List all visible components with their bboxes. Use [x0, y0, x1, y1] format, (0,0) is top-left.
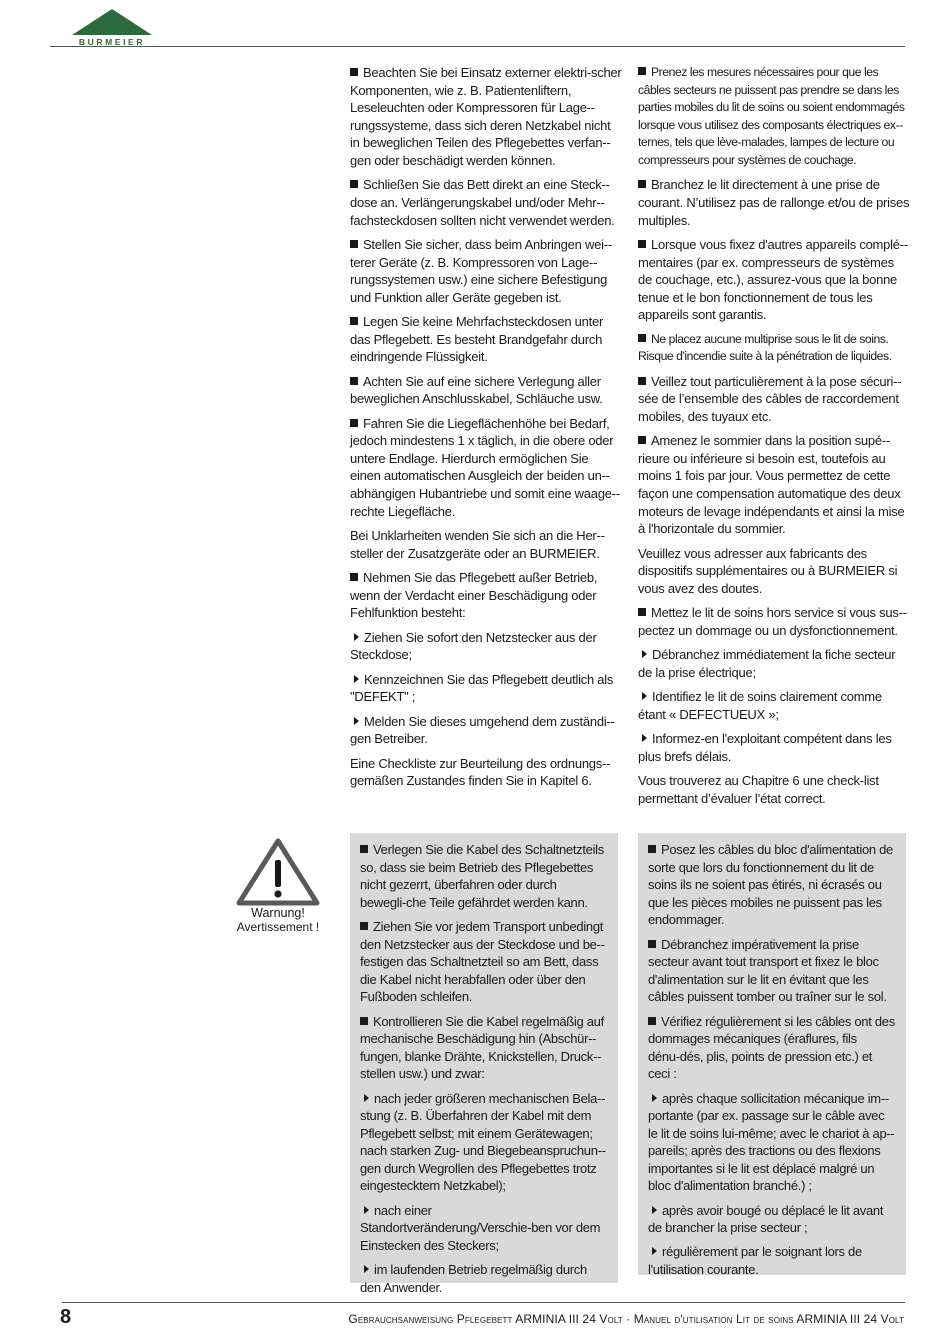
paragraph	[350, 527, 622, 562]
square-bullet-icon	[638, 240, 646, 248]
bullet-paragraph	[638, 64, 910, 170]
bullet-paragraph	[360, 841, 608, 911]
arrow-bullet-icon	[652, 1247, 657, 1255]
arrow-bullet-icon	[642, 650, 647, 658]
bullet-paragraph	[638, 236, 910, 324]
paragraph-text: Kontrollieren Sie die Kabel regelmäßig auf mechanische Beschädigung hin (Abschür-fungen, blanke Drähte, Knickstellen, Druck-stellen usw.) und zwar:	[360, 1013, 604, 1082]
bullet-paragraph	[648, 1013, 896, 1083]
paragraph-text: après chaque sollicitation mécanique im-portante (par ex. passage sur le câble avec le lit de soins lui-même; avec le chariot à ap-pareils; après des tractions ou des flexions importantes si le lit est déplacé malgré un bloc d'alimentation branché.) ;	[648, 1090, 895, 1194]
arrow-item	[350, 671, 622, 706]
arrow-item	[350, 713, 622, 748]
bullet-paragraph	[360, 1013, 608, 1083]
arrow-bullet-icon	[642, 692, 647, 700]
german-column	[350, 64, 622, 797]
arrow-item	[638, 688, 910, 723]
arrow-bullet-icon	[354, 675, 359, 683]
arrow-item	[350, 629, 622, 664]
paragraph	[638, 545, 910, 598]
warning-subtitle: Avertissement !	[236, 920, 320, 934]
paragraph-text: Eine Checkliste zur Beurteilung des ordnungs-gemäßen Zustandes finden Sie in Kapitel 6.	[350, 755, 611, 789]
bullet-paragraph	[638, 331, 910, 366]
arrow-bullet-icon	[652, 1094, 657, 1102]
arrow-item	[648, 1243, 896, 1278]
paragraph-text: Veillez tout particulièrement à la pose sécuri-sée de l’ensemble des câbles de raccordement mobiles, des tuyaux etc.	[638, 373, 902, 424]
arrow-bullet-icon	[354, 717, 359, 725]
square-bullet-icon	[350, 573, 358, 581]
paragraph-text: Posez les câbles du bloc d'alimentation de sorte que lors du fonctionnement du lit de soins ils ne soient pas étirés, ni écrasés ou que les pièces mobiles ne puissent pas les endommager.	[648, 842, 893, 928]
paragraph-text: Vous trouverez au Chapitre 6 une check-list permettant d’évaluer l’état correct.	[638, 773, 879, 806]
bullet-paragraph	[350, 415, 622, 521]
header-rule	[50, 46, 905, 47]
arrow-bullet-icon	[652, 1206, 657, 1214]
warning-title: Warnung!	[251, 906, 305, 920]
french-column	[638, 64, 910, 814]
paragraph-text: Amenez le sommier dans la position supé-rieure ou inférieure si besoin est, toutefois au moins 1 fois par jour. Vous permettez de cette façon une compensation automatique des deux moteurs de levage indépendants et ainsi la mise à l'horizontale du sommier.	[638, 433, 905, 537]
page-number: 8	[60, 1306, 72, 1328]
footer-rule	[62, 1302, 905, 1303]
paragraph	[638, 772, 910, 807]
square-bullet-icon	[638, 377, 646, 385]
footer-title: Gebrauchsanweisung Pflegebett ARMINIA III 24 Volt · Manuel d'utilisation Lit de soins ARMINIA III 24 Volt	[348, 1312, 904, 1326]
bullet-paragraph	[360, 918, 608, 1006]
bullet-paragraph	[350, 373, 622, 408]
bullet-paragraph	[638, 604, 910, 639]
square-bullet-icon	[638, 334, 646, 342]
paragraph-text: Beachten Sie bei Einsatz externer elektri-scher Komponenten, wie z. B. Patientenliftern, Leseleuchten oder Kompressoren für Lage-rungssysteme, dass sich deren Netzkabel nicht in beweglichen Teilen des Pflegebettes verfan-gen oder beschädigt werden können.	[350, 65, 622, 168]
paragraph-text: Bei Unklarheiten wenden Sie sich an die Her-steller der Zusatzgeräte oder an BURMEIER.	[350, 528, 605, 561]
bullet-paragraph	[648, 841, 896, 929]
bullet-paragraph	[350, 313, 622, 366]
paragraph-text: Melden Sie dieses umgehend dem zuständi-gen Betreiber.	[350, 713, 615, 747]
arrow-item	[360, 1202, 608, 1255]
paragraph-text: Schließen Sie das Bett direkt an eine Steck-dose an. Verlängerungskabel und/oder Mehr-fachsteckdosen sollten nicht verwendet werden.	[350, 177, 615, 228]
square-bullet-icon	[638, 436, 646, 444]
paragraph	[350, 755, 622, 790]
bullet-paragraph	[350, 64, 622, 170]
paragraph-text: Ne placez aucune multiprise sous le lit de soins. Risque d'incendie suite à la pénétration de liquides.	[638, 331, 892, 364]
arrow-item	[638, 730, 910, 765]
warning-block	[232, 838, 324, 934]
arrow-item	[360, 1261, 608, 1296]
brand-logo	[68, 8, 156, 48]
arrow-item	[648, 1090, 896, 1196]
square-bullet-icon	[638, 180, 646, 188]
paragraph-text: Identifiez le lit de soins clairement comme étant « DEFECTUEUX »;	[638, 689, 882, 722]
square-bullet-icon	[360, 922, 368, 930]
paragraph-text: Fahren Sie die Liegeflächenhöhe bei Bedarf, jedoch mindestens 1 x täglich, in die obere oder untere Endlage. Hierdurch ermöglichen Sie einen automatischen Ausgleich der beiden un-abhängigen Hubantriebe und somit eine waage-rechte Liegefläche.	[350, 415, 621, 519]
paragraph-text: Débranchez immédiatement la fiche secteur de la prise électrique;	[638, 647, 896, 680]
roof-triangle-logo-icon	[68, 8, 156, 38]
bullet-paragraph	[350, 569, 622, 622]
paragraph-text: Mettez le lit de soins hors service si vous sus-pectez un dommage ou un dysfonctionnement.	[638, 605, 908, 638]
square-bullet-icon	[350, 180, 358, 188]
bullet-paragraph	[638, 176, 910, 229]
paragraph-text: après avoir bougé ou déplacé le lit avant de brancher la prise secteur ;	[648, 1202, 884, 1236]
arrow-bullet-icon	[642, 734, 647, 742]
paragraph-text: nach jeder größeren mechanischen Bela-stung (z. B. Überfahren der Kabel mit dem Pflegebett selbst; mit einem Gerätewagen; nach starken Zug- und Biegebeanspruchun-gen durch Wegrollen des Pflegebettes trotz eingestecktem Netzkabel);	[360, 1090, 607, 1194]
bullet-paragraph	[648, 936, 896, 1006]
arrow-item	[360, 1090, 608, 1196]
paragraph-text: Lorsque vous fixez d'autres appareils complé-mentaires (par ex. compresseurs de systèmes de couchage, etc.), assurez-vous que la bonne tenue et le bon fonctionnement de tous les appareils sont garantis.	[638, 236, 909, 323]
square-bullet-icon	[360, 845, 368, 853]
paragraph-text: Stellen Sie sicher, dass beim Anbringen wei-terer Geräte (z. B. Kompressoren von Lage-rungssystemen usw.) eine sichere Befestigung und Funktion aller Geräte gegeben ist.	[350, 236, 613, 305]
arrow-bullet-icon	[364, 1094, 369, 1102]
square-bullet-icon	[638, 608, 646, 616]
paragraph-text: Branchez le lit directement à une prise de courant. N’utilisez pas de rallonge et/ou de prises multiples.	[638, 177, 910, 228]
arrow-bullet-icon	[364, 1265, 369, 1273]
arrow-item	[638, 646, 910, 681]
paragraph-text: régulièrement par le soignant lors de l'utilisation courante.	[648, 1244, 862, 1278]
paragraph-text: im laufenden Betrieb regelmäßig durch den Anwender.	[360, 1262, 587, 1295]
brand-name: BURMEIER	[78, 37, 146, 47]
paragraph-text: nach einer Standortveränderung/Verschie-ben vor dem Einstecken des Steckers;	[360, 1202, 601, 1253]
paragraph-text: Ziehen Sie vor jedem Transport unbedingt den Netzstecker aus der Steckdose und be-festigen das Schaltnetzteil so am Bett, dass die Kabel nicht herabfallen oder über den Fußboden schleifen.	[360, 918, 605, 1005]
square-bullet-icon	[350, 377, 358, 385]
warning-triangle-icon	[236, 838, 320, 906]
paragraph-text: Achten Sie auf eine sichere Verlegung aller beweglichen Anschlusskabel, Schläuche usw.	[350, 373, 603, 407]
arrow-item	[648, 1202, 896, 1237]
bullet-paragraph	[638, 432, 910, 538]
square-bullet-icon	[350, 317, 358, 325]
square-bullet-icon	[648, 845, 656, 853]
square-bullet-icon	[350, 240, 358, 248]
square-bullet-icon	[648, 940, 656, 948]
warning-box-german	[350, 833, 618, 1295]
paragraph-text: Verlegen Sie die Kabel des Schaltnetzteils so, dass sie beim Betrieb des Pflegebettes nicht gezerrt, überfahren oder durch bewegli-che Teile gefährdet werden kann.	[360, 842, 604, 910]
bullet-paragraph	[350, 176, 622, 229]
arrow-bullet-icon	[364, 1206, 369, 1214]
paragraph-text: Informez-en l'exploitant compétent dans les plus brefs délais.	[638, 731, 892, 764]
paragraph-text: Vérifiez régulièrement si les câbles ont des dommages mécaniques (éraflures, fils dénu-dés, plis, points de pression etc.) et ceci :	[648, 1013, 895, 1082]
paragraph-text: Prenez les mesures nécessaires pour que les câbles secteurs ne puissent pas prendre se dans les parties mobiles du lit de soins ou soient endommagés lorsque vous utilisez des composants électriques ex-ternes, tels que lève-malades, lampes de lecture ou compresseurs pour systèmes de couchage.	[638, 65, 905, 167]
square-bullet-icon	[350, 68, 358, 76]
bullet-paragraph	[638, 373, 910, 426]
warning-box-french	[638, 833, 906, 1278]
paragraph-text: Legen Sie keine Mehrfachsteckdosen unter das Pflegebett. Es besteht Brandgefahr durch eindringende Flüssigkeit.	[350, 314, 604, 365]
square-bullet-icon	[648, 1017, 656, 1025]
arrow-bullet-icon	[354, 633, 359, 641]
square-bullet-icon	[638, 67, 646, 75]
paragraph-text: Débranchez impérativement la prise secteur avant tout transport et fixez le bloc d'alimentation sur le lit en évitant que les câbles puissent tomber ou traîner sur le sol.	[648, 936, 887, 1005]
paragraph-text: Kennzeichnen Sie das Pflegebett deutlich als "DEFEKT" ;	[350, 671, 614, 705]
paragraph-text: Nehmen Sie das Pflegebett außer Betrieb, wenn der Verdacht einer Beschädigung oder Fehlfunktion besteht:	[350, 570, 598, 621]
paragraph-text: Veuillez vous adresser aux fabricants des dispositifs supplémentaires ou à BURMEIER si vous avez des doutes.	[638, 545, 898, 596]
bullet-paragraph	[350, 236, 622, 306]
square-bullet-icon	[350, 419, 358, 427]
paragraph-text: Ziehen Sie sofort den Netzstecker aus der Steckdose;	[350, 629, 597, 663]
square-bullet-icon	[360, 1017, 368, 1025]
